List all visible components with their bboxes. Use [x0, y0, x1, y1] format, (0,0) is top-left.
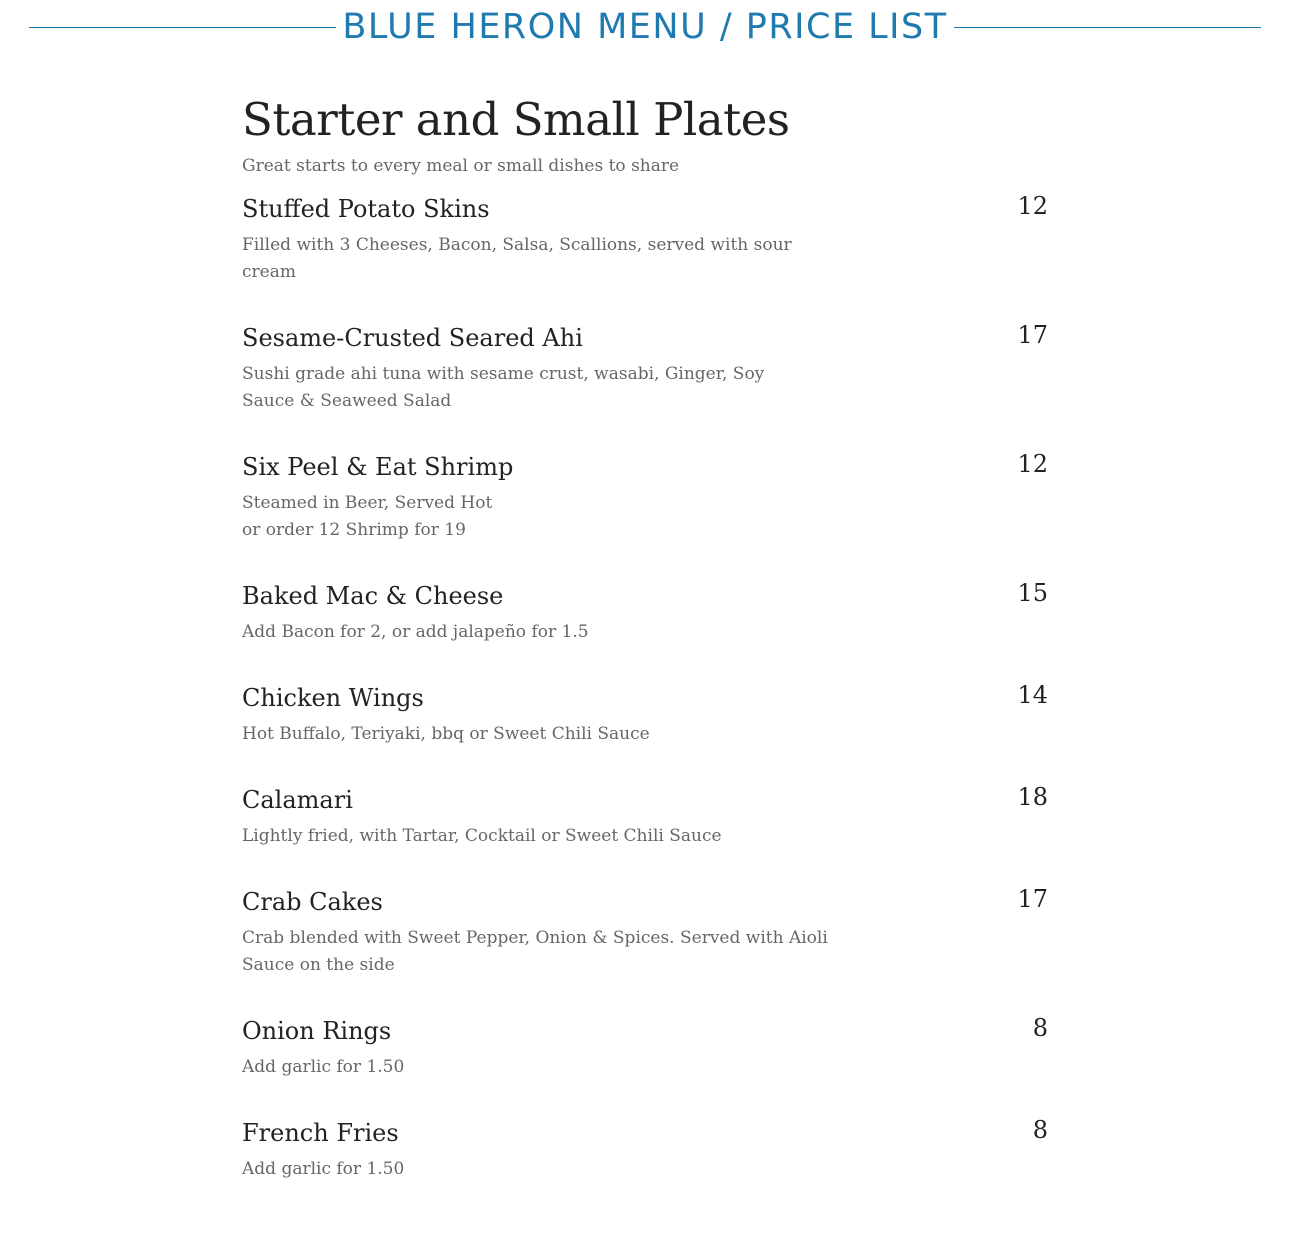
menu-item-name: Chicken Wings — [242, 684, 424, 712]
menu-item-description: Crab blended with Sweet Pepper, Onion & Spices. Served with Aioli Sauce on the side — [242, 928, 828, 975]
menu-item-description: Add Bacon for 2, or add jalapeño for 1.5 — [242, 622, 589, 642]
page-title: BLUE HERON MENU / PRICE LIST — [342, 7, 948, 47]
section-title: Starter and Small Plates — [242, 93, 790, 146]
menu-item-description: Hot Buffalo, Teriyaki, bbq or Sweet Chili Sauce — [242, 724, 650, 744]
menu-item-price: 8 — [1032, 1116, 1048, 1144]
menu-item — [242, 1116, 1048, 1183]
menu-item-description: Sushi grade ahi tuna with sesame crust, wasabi, Ginger, Soy Sauce & Seaweed Salad — [242, 364, 765, 411]
menu-item-price: 15 — [1017, 579, 1048, 607]
menu-item-name: Crab Cakes — [242, 888, 383, 916]
menu-item — [242, 192, 1048, 286]
menu-item-price: 18 — [1017, 783, 1048, 811]
menu-item-description: Lightly fried, with Tartar, Cocktail or Sweet Chili Sauce — [242, 826, 722, 846]
menu-item — [242, 1014, 1048, 1081]
menu-item-name: Calamari — [242, 786, 353, 814]
menu-item-name: Six Peel & Eat Shrimp — [242, 453, 514, 481]
menu-item-price: 14 — [1017, 681, 1048, 709]
menu-item-price: 12 — [1017, 450, 1048, 478]
menu-section — [242, 92, 1048, 1218]
menu-item-name: French Fries — [242, 1119, 399, 1147]
menu-item-description: Steamed in Beer, Served Hot or order 12 Shrimp for 19 — [242, 493, 493, 540]
menu-item — [242, 450, 1048, 544]
menu-item-name: Onion Rings — [242, 1017, 392, 1045]
menu-item-description: Add garlic for 1.50 — [242, 1057, 405, 1077]
menu-item-name: Stuffed Potato Skins — [242, 195, 490, 223]
menu-item — [242, 783, 1048, 850]
menu-item — [242, 681, 1048, 748]
menu-item-price: 17 — [1017, 321, 1048, 349]
menu-item — [242, 885, 1048, 979]
menu-item-description: Filled with 3 Cheeses, Bacon, Salsa, Scallions, served with sour cream — [242, 235, 792, 282]
menu-item-list — [242, 192, 1048, 1183]
page-header — [29, 0, 1261, 56]
menu-item-price: 12 — [1017, 192, 1048, 220]
header-rule-right — [954, 27, 1261, 28]
menu-item-name: Sesame-Crusted Seared Ahi — [242, 324, 583, 352]
menu-item-description: Add garlic for 1.50 — [242, 1159, 405, 1179]
menu-item — [242, 321, 1048, 415]
menu-item — [242, 579, 1048, 646]
section-subtitle: Great starts to every meal or small dishes to share — [242, 156, 680, 176]
menu-item-name: Baked Mac & Cheese — [242, 582, 504, 610]
menu-item-price: 8 — [1032, 1014, 1048, 1042]
menu-item-price: 17 — [1017, 885, 1048, 913]
